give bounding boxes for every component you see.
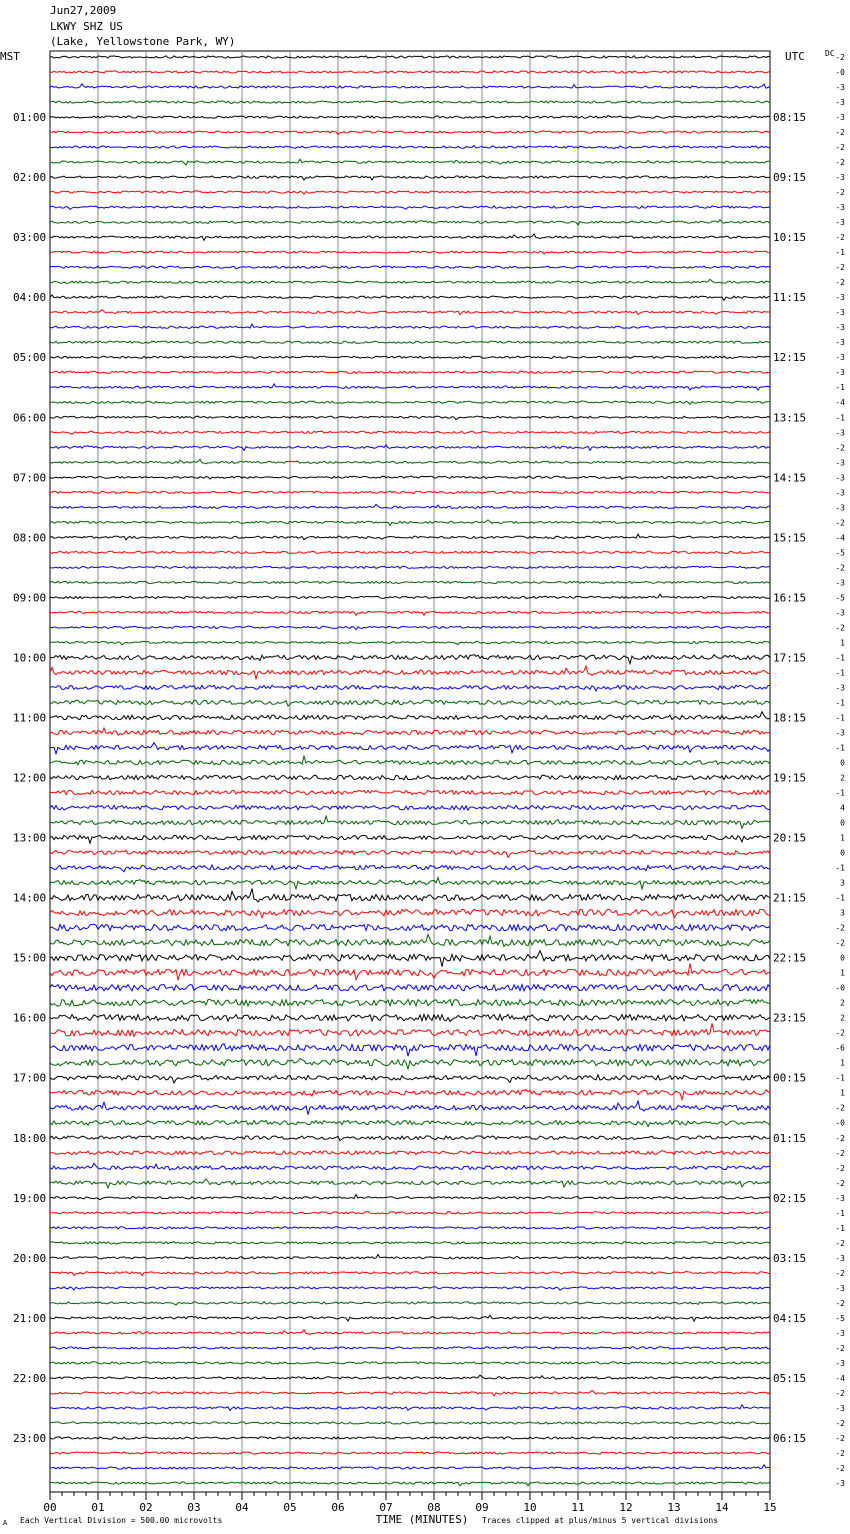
trace-line — [50, 1000, 770, 1007]
dc-offset-label: -1 — [835, 1223, 845, 1233]
trace-line — [50, 1465, 770, 1469]
trace-line — [50, 356, 770, 358]
trace-line — [50, 581, 770, 583]
dc-offset-label: -3 — [835, 1283, 845, 1293]
trace-line — [50, 1212, 770, 1214]
trace-line — [50, 445, 770, 451]
dc-offset-label: -1 — [835, 1073, 845, 1083]
dc-offset-label: -0 — [835, 983, 845, 993]
dc-offset-label: -3 — [835, 1358, 845, 1368]
trace-line — [50, 865, 770, 872]
trace-line — [50, 551, 770, 553]
trace-line — [50, 295, 770, 300]
trace-line — [50, 101, 770, 104]
trace-line — [50, 1195, 770, 1200]
dc-offset-label: -3 — [835, 728, 845, 738]
dc-offset-label: -1 — [835, 1208, 845, 1218]
dc-offset-label: 0 — [840, 818, 845, 828]
dc-offset-label: -3 — [835, 218, 845, 228]
trace-line — [50, 1136, 770, 1141]
dc-offset-label: -2 — [835, 188, 845, 198]
trace-line — [50, 775, 770, 780]
dc-offset-label: 0 — [840, 848, 845, 858]
left-hour-label: 02:00 — [13, 171, 47, 185]
dc-offset-label: -3 — [835, 578, 845, 588]
trace-line — [50, 279, 770, 283]
dc-offset-label: -2 — [835, 1028, 845, 1038]
trace-line — [50, 1120, 770, 1126]
x-axis-title: TIME (MINUTES) — [375, 1513, 469, 1526]
trace-line — [50, 1023, 770, 1036]
dc-offset-label: -3 — [835, 683, 845, 693]
left-hour-label: 17:00 — [13, 1071, 47, 1085]
trace-line — [50, 728, 770, 735]
x-tick-label: 01 — [91, 1501, 105, 1514]
dc-label: DC — [825, 49, 835, 58]
trace-line — [50, 71, 770, 73]
trace-line — [50, 951, 770, 967]
x-tick-label: 07 — [379, 1501, 393, 1514]
trace-line — [50, 1422, 770, 1424]
dc-offset-label: 0 — [840, 953, 845, 963]
x-tick-label: 03 — [187, 1501, 201, 1514]
dc-offset-label: -2 — [835, 518, 845, 528]
trace-line — [50, 116, 770, 119]
dc-offset-label: -2 — [835, 1103, 845, 1113]
trace-line — [50, 1482, 770, 1486]
left-hour-label: 22:00 — [13, 1371, 47, 1385]
trace-line — [50, 756, 770, 765]
trace-line — [50, 655, 770, 664]
x-tick-label: 13 — [667, 1501, 681, 1514]
dc-offset-label: -3 — [835, 98, 845, 107]
trace-line — [50, 520, 770, 526]
dc-offset-label: -3 — [835, 1328, 845, 1338]
dc-offset-label: -5 — [835, 548, 845, 558]
dc-offset-label: -4 — [835, 398, 845, 408]
dc-offset-label: -2 — [835, 1148, 845, 1158]
trace-line — [50, 685, 770, 691]
header-date: Jun27,2009 — [50, 4, 117, 17]
trace-line — [50, 84, 770, 88]
dc-offset-label: 2 — [840, 773, 845, 783]
dc-offset-label: -1 — [835, 893, 845, 903]
dc-offset-label: -2 — [835, 623, 845, 633]
trace-line — [50, 56, 770, 58]
x-tick-label: 10 — [523, 1501, 537, 1514]
trace-line — [50, 206, 770, 210]
trace-line — [50, 816, 770, 828]
dc-offset-label: -1 — [835, 668, 845, 678]
dc-offset-label: 2 — [840, 1013, 845, 1023]
right-hour-label: 22:15 — [773, 951, 807, 965]
dc-offset-label: -1 — [835, 698, 845, 708]
dc-offset-label: -3 — [835, 323, 845, 333]
trace-line — [50, 491, 770, 493]
trace-line — [50, 985, 770, 991]
dc-offset-label: -2 — [835, 1464, 845, 1473]
trace-line — [50, 1163, 770, 1170]
left-hour-label: 13:00 — [13, 831, 47, 845]
left-hour-label: 07:00 — [13, 471, 47, 485]
right-hour-label: 09:15 — [773, 171, 807, 185]
x-tick-label: 06 — [331, 1501, 345, 1514]
dc-offset-label: -3 — [835, 113, 845, 122]
dc-offset-label: 3 — [840, 878, 845, 888]
x-tick-label: 02 — [139, 1501, 153, 1514]
trace-line — [50, 878, 770, 890]
trace-line — [50, 964, 770, 981]
trace-line — [50, 1015, 770, 1022]
dc-offset-label: -3 — [835, 488, 845, 498]
trace-line — [50, 1437, 770, 1439]
dc-offset-label: -3 — [835, 1193, 845, 1203]
right-hour-label: 14:15 — [773, 471, 807, 485]
dc-offset-label: 1 — [840, 638, 845, 648]
dc-offset-label: 2 — [840, 998, 845, 1008]
trace-line — [50, 805, 770, 810]
dc-offset-label: -2 — [835, 278, 845, 288]
dc-offset-label: -3 — [835, 203, 845, 213]
dc-offset-label: -3 — [835, 83, 845, 92]
dc-offset-label: -3 — [835, 1403, 845, 1413]
trace-line — [50, 505, 770, 509]
trace-line — [50, 934, 770, 946]
dc-offset-label: -1 — [835, 713, 845, 723]
right-hour-label: 02:15 — [773, 1191, 807, 1205]
trace-line — [50, 234, 770, 240]
dc-offset-label: -2 — [835, 53, 845, 62]
trace-line — [50, 850, 770, 857]
dc-offset-label: -2 — [835, 443, 845, 453]
right-hour-label: 11:15 — [773, 291, 807, 305]
dc-offset-label: -3 — [835, 608, 845, 618]
right-timezone-label: UTC — [785, 50, 805, 63]
trace-line — [50, 131, 770, 135]
left-hour-label: 11:00 — [13, 711, 47, 725]
trace-line — [50, 1059, 770, 1069]
right-hour-label: 21:15 — [773, 891, 807, 905]
trace-line — [50, 611, 770, 615]
trace-line — [50, 176, 770, 180]
dc-offset-label: -2 — [835, 1434, 845, 1443]
trace-line — [50, 1090, 770, 1100]
dc-offset-label: 1 — [840, 968, 845, 978]
right-hour-label: 04:15 — [773, 1311, 807, 1325]
right-hour-label: 18:15 — [773, 711, 807, 725]
right-hour-label: 01:15 — [773, 1131, 807, 1145]
x-tick-label: 00 — [43, 1501, 57, 1514]
dc-offset-label: -2 — [835, 1449, 845, 1458]
trace-line — [50, 401, 770, 405]
trace-line — [50, 371, 770, 373]
clip-note: Traces clipped at plus/minus 5 vertical divisions — [482, 1516, 719, 1525]
trace-line — [50, 159, 770, 165]
dc-offset-label: -2 — [835, 1178, 845, 1188]
trace-line — [50, 1452, 770, 1454]
trace-line — [50, 924, 770, 930]
trace-line — [50, 594, 770, 598]
trace-line — [50, 1151, 770, 1155]
dc-offset-label: -3 — [835, 338, 845, 348]
trace-line — [50, 1315, 770, 1321]
trace-line — [50, 1101, 770, 1115]
left-hour-label: 03:00 — [13, 231, 47, 245]
trace-line — [50, 1302, 770, 1306]
dc-offset-label: -2 — [835, 1238, 845, 1248]
right-hour-label: 10:15 — [773, 231, 807, 245]
trace-line — [50, 1044, 770, 1057]
right-hour-label: 17:15 — [773, 651, 807, 665]
trace-line — [50, 459, 770, 464]
trace-line — [50, 1330, 770, 1335]
trace-line — [50, 220, 770, 226]
right-hour-label: 06:15 — [773, 1432, 807, 1445]
left-timezone-label: MST — [0, 50, 20, 63]
trace-line — [50, 476, 770, 479]
trace-line — [50, 384, 770, 390]
left-hour-label: 14:00 — [13, 891, 47, 905]
right-hour-label: 00:15 — [773, 1071, 807, 1085]
left-hour-label: 16:00 — [13, 1011, 47, 1025]
dc-offset-label: -3 — [835, 368, 845, 378]
left-hour-label: 19:00 — [13, 1191, 47, 1205]
right-hour-label: 20:15 — [773, 831, 807, 845]
x-tick-label: 11 — [571, 1501, 585, 1514]
dc-offset-label: -2 — [835, 1298, 845, 1308]
header-location: (Lake, Yellowstone Park, WY) — [50, 35, 236, 48]
dc-offset-label: -2 — [835, 143, 845, 153]
left-hour-label: 04:00 — [13, 291, 47, 305]
dc-offset-label: -1 — [835, 248, 845, 258]
left-hour-label: 01:00 — [13, 111, 47, 124]
left-hour-label: 23:00 — [13, 1432, 47, 1445]
dc-offset-label: -3 — [835, 1479, 845, 1488]
trace-line — [50, 1075, 770, 1083]
dc-offset-label: -3 — [835, 293, 845, 303]
dc-offset-label: -3 — [835, 353, 845, 363]
trace-line — [50, 641, 770, 645]
dc-offset-label: -0 — [835, 1118, 845, 1128]
dc-offset-label: -2 — [835, 233, 845, 243]
dc-offset-label: -1 — [835, 653, 845, 663]
trace-line — [50, 1227, 770, 1229]
trace-line — [50, 712, 770, 720]
trace-line — [50, 251, 770, 254]
trace-line — [50, 146, 770, 149]
dc-offset-label: -2 — [835, 1418, 845, 1428]
left-hour-label: 08:00 — [13, 531, 47, 545]
dc-offset-label: 1 — [840, 833, 845, 843]
trace-line — [50, 1391, 770, 1397]
left-hour-label: 18:00 — [13, 1131, 47, 1145]
right-hour-label: 08:15 — [773, 111, 807, 124]
dc-offset-label: -2 — [835, 563, 845, 573]
footer-mark: A — [3, 1519, 8, 1527]
dc-offset-label: -6 — [835, 1043, 845, 1053]
trace-line — [50, 909, 770, 917]
trace-line — [50, 341, 770, 343]
trace-line — [50, 626, 770, 630]
trace-line — [50, 1362, 770, 1364]
x-tick-label: 15 — [763, 1501, 777, 1514]
trace-line — [50, 1179, 770, 1188]
right-hour-label: 16:15 — [773, 591, 807, 605]
dc-offset-label: -2 — [835, 938, 845, 948]
dc-offset-label: -1 — [835, 743, 845, 753]
trace-line — [50, 1287, 770, 1290]
dc-offset-label: -4 — [835, 533, 845, 543]
dc-offset-label: -1 — [835, 383, 845, 393]
trace-line — [50, 191, 770, 195]
trace-line — [50, 1271, 770, 1275]
dc-offset-label: -2 — [835, 158, 845, 168]
trace-line — [50, 1255, 770, 1259]
dc-offset-label: -3 — [835, 458, 845, 468]
trace-line — [50, 416, 770, 419]
x-tick-label: 08 — [427, 1501, 441, 1514]
right-hour-label: 13:15 — [773, 411, 807, 425]
trace-line — [50, 324, 770, 328]
dc-offset-label: -5 — [835, 593, 845, 603]
trace-line — [50, 266, 770, 269]
dc-offset-label: -3 — [835, 1253, 845, 1263]
dc-offset-label: -2 — [835, 1133, 845, 1143]
trace-line — [50, 700, 770, 706]
left-hour-label: 05:00 — [13, 351, 47, 365]
x-tick-label: 05 — [283, 1501, 297, 1514]
left-hour-label: 06:00 — [13, 411, 47, 425]
dc-offset-label: -1 — [835, 863, 845, 873]
dc-offset-label: -1 — [835, 413, 845, 423]
dc-offset-label: -2 — [835, 263, 845, 273]
trace-line — [50, 889, 770, 902]
scale-note: Each Vertical Division = 500.00 microvolts — [20, 1516, 223, 1525]
trace-line — [50, 1242, 770, 1244]
dc-offset-label: -3 — [835, 428, 845, 438]
right-hour-label: 12:15 — [773, 351, 807, 365]
dc-offset-label: 3 — [840, 908, 845, 918]
trace-line — [50, 431, 770, 435]
dc-offset-label: -2 — [835, 1343, 845, 1353]
x-tick-label: 09 — [475, 1501, 489, 1514]
dc-offset-label: -3 — [835, 173, 845, 183]
right-hour-label: 03:15 — [773, 1251, 807, 1265]
dc-offset-label: -2 — [835, 1163, 845, 1173]
dc-offset-label: 1 — [840, 1088, 845, 1098]
trace-line — [50, 743, 770, 754]
trace-line — [50, 790, 770, 794]
trace-line — [50, 310, 770, 315]
left-hour-label: 12:00 — [13, 771, 47, 785]
dc-offset-label: -0 — [835, 68, 845, 77]
dc-offset-label: 0 — [840, 758, 845, 768]
dc-offset-label: -5 — [835, 1313, 845, 1323]
dc-offset-label: -2 — [835, 128, 845, 138]
trace-line — [50, 835, 770, 844]
trace-line — [50, 1405, 770, 1411]
left-hour-label: 10:00 — [13, 651, 47, 665]
trace-line — [50, 1375, 770, 1379]
trace-line — [50, 666, 770, 679]
right-hour-label: 05:15 — [773, 1371, 807, 1385]
x-tick-label: 12 — [619, 1501, 633, 1514]
trace-line — [50, 1347, 770, 1350]
dc-offset-label: -2 — [835, 1388, 845, 1398]
dc-offset-label: 4 — [840, 803, 845, 813]
header-station: LKWY SHZ US — [50, 20, 123, 33]
trace-line — [50, 534, 770, 540]
left-hour-label: 09:00 — [13, 591, 47, 605]
dc-offset-label: 1 — [840, 1058, 845, 1068]
x-tick-label: 14 — [715, 1501, 729, 1514]
dc-offset-label: -2 — [835, 923, 845, 933]
dc-offset-label: -2 — [835, 1268, 845, 1278]
dc-offset-label: -4 — [835, 1373, 845, 1383]
left-hour-label: 21:00 — [13, 1311, 47, 1325]
trace-line — [50, 566, 770, 568]
dc-offset-label: -3 — [835, 503, 845, 513]
right-hour-label: 15:15 — [773, 531, 807, 545]
dc-offset-label: -3 — [835, 308, 845, 318]
dc-offset-label: -1 — [835, 788, 845, 798]
dc-offset-label: -3 — [835, 473, 845, 483]
right-hour-label: 23:15 — [773, 1011, 807, 1025]
left-hour-label: 20:00 — [13, 1251, 47, 1265]
x-tick-label: 04 — [235, 1501, 249, 1514]
right-hour-label: 19:15 — [773, 771, 807, 785]
left-hour-label: 15:00 — [13, 951, 47, 965]
